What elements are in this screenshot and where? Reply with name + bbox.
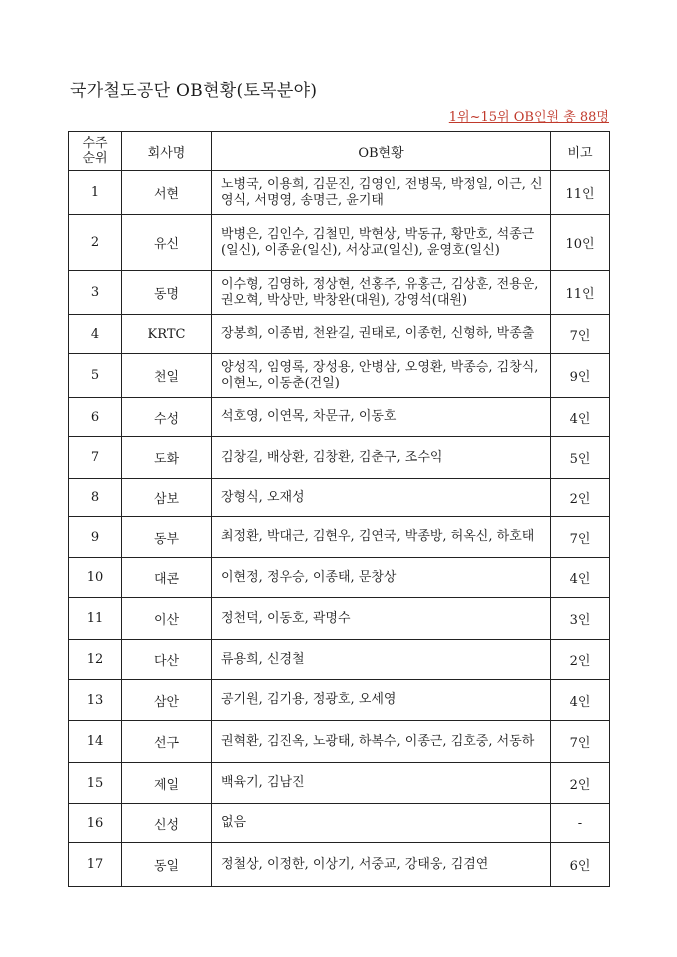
ob-names-cell: 이현정, 정우승, 이종태, 문창상	[212, 558, 551, 598]
table-row	[69, 598, 610, 640]
company-cell: 삼안	[122, 680, 212, 721]
table-row	[69, 437, 610, 479]
note-cell: 10인	[551, 215, 610, 271]
rank-cell: 9	[69, 517, 122, 558]
note-cell: 4인	[551, 558, 610, 598]
rank-cell: 10	[69, 558, 122, 598]
ob-names-cell: 정천덕, 이동호, 곽명수	[212, 598, 551, 640]
table-row	[69, 640, 610, 680]
ob-names-cell: 이수형, 김영하, 정상현, 선홍주, 유홍근, 김상훈, 전용운, 권오혁, 박상만, 박창완(대원), 강영석(대원)	[212, 271, 551, 315]
note-header: 비고	[551, 132, 610, 171]
ob-names-cell: 장봉희, 이종범, 천완길, 권태로, 이종헌, 신형하, 박종출	[212, 315, 551, 354]
rank-cell: 4	[69, 315, 122, 354]
table-row	[69, 354, 610, 398]
rank-cell: 5	[69, 354, 122, 398]
table-row	[69, 479, 610, 517]
ob-names-cell: 석호영, 이연목, 차문규, 이동호	[212, 398, 551, 437]
table-row	[69, 804, 610, 843]
note-cell: 7인	[551, 721, 610, 763]
company-cell: 선구	[122, 721, 212, 763]
ob-names-cell: 양성직, 임영록, 장성용, 안병삼, 오영환, 박종승, 김창식, 이현노, 이동춘(건일)	[212, 354, 551, 398]
table-row	[69, 315, 610, 354]
ob-names-cell: 장형식, 오재성	[212, 479, 551, 517]
ob-names-cell: 공기원, 김기용, 정광호, 오세영	[212, 680, 551, 721]
table-row	[69, 171, 610, 215]
company-cell: 삼보	[122, 479, 212, 517]
company-cell: 천일	[122, 354, 212, 398]
company-cell: 다산	[122, 640, 212, 680]
ob-header: OB현황	[212, 132, 551, 171]
ob-names-cell: 백육기, 김남진	[212, 763, 551, 804]
company-cell: 제일	[122, 763, 212, 804]
rank-cell: 6	[69, 398, 122, 437]
rank-cell: 8	[69, 479, 122, 517]
ob-names-cell: 최정환, 박대근, 김현우, 김연국, 박종방, 허옥신, 하호태	[212, 517, 551, 558]
ob-names-cell: 없음	[212, 804, 551, 843]
rank-header	[69, 132, 122, 171]
table-row	[69, 398, 610, 437]
ob-names-cell: 박병은, 김인수, 김철민, 박현상, 박동규, 황만호, 석종근(일신), 이종윤(일신), 서상교(일신), 윤영호(일신)	[212, 215, 551, 271]
table-row	[69, 558, 610, 598]
company-cell: 도화	[122, 437, 212, 479]
note-cell: 11인	[551, 171, 610, 215]
note-cell: 2인	[551, 640, 610, 680]
company-cell: 동명	[122, 271, 212, 315]
ob-names-cell: 노병국, 이용희, 김문진, 김영인, 전병묵, 박정일, 이근, 신영식, 서명영, 송명근, 윤기태	[212, 171, 551, 215]
rank-cell: 3	[69, 271, 122, 315]
ob-summary: 1위~15위 OB인원 총 88명	[448, 110, 609, 125]
page-title: 국가철도공단 OB현황(토목분야)	[70, 81, 318, 101]
note-cell: 6인	[551, 843, 610, 887]
company-cell: 수성	[122, 398, 212, 437]
note-cell: 4인	[551, 680, 610, 721]
rank-cell: 17	[69, 843, 122, 887]
rank-cell: 15	[69, 763, 122, 804]
note-cell: 5인	[551, 437, 610, 479]
note-cell: 3인	[551, 598, 610, 640]
ob-status-table	[68, 131, 610, 887]
note-cell: 2인	[551, 479, 610, 517]
ob-names-cell: 김창길, 배상환, 김창환, 김춘구, 조수익	[212, 437, 551, 479]
ob-names-cell: 정철상, 이정한, 이상기, 서중교, 강태웅, 김겸연	[212, 843, 551, 887]
rank-header-line1: 수주	[82, 136, 108, 151]
table-row	[69, 763, 610, 804]
table-row	[69, 517, 610, 558]
note-cell: -	[551, 804, 610, 843]
company-cell: 이산	[122, 598, 212, 640]
rank-cell: 1	[69, 171, 122, 215]
company-cell: 서현	[122, 171, 212, 215]
rank-cell: 12	[69, 640, 122, 680]
note-cell: 2인	[551, 763, 610, 804]
company-cell: 대콘	[122, 558, 212, 598]
table-row	[69, 215, 610, 271]
company-cell: KRTC	[122, 315, 212, 354]
table-row	[69, 843, 610, 887]
rank-cell: 14	[69, 721, 122, 763]
table-row	[69, 271, 610, 315]
company-header: 회사명	[122, 132, 212, 171]
company-cell: 유신	[122, 215, 212, 271]
ob-names-cell: 권혁환, 김진옥, 노광태, 하복수, 이종근, 김호중, 서동하	[212, 721, 551, 763]
note-cell: 7인	[551, 315, 610, 354]
note-cell: 7인	[551, 517, 610, 558]
company-cell: 동일	[122, 843, 212, 887]
rank-header-line2: 순위	[82, 151, 108, 166]
rank-cell: 11	[69, 598, 122, 640]
note-cell: 11인	[551, 271, 610, 315]
note-cell: 4인	[551, 398, 610, 437]
company-cell: 신성	[122, 804, 212, 843]
rank-cell: 2	[69, 215, 122, 271]
rank-cell: 7	[69, 437, 122, 479]
rank-cell: 13	[69, 680, 122, 721]
note-cell: 9인	[551, 354, 610, 398]
table-row	[69, 680, 610, 721]
table-row	[69, 721, 610, 763]
table-header-row	[69, 132, 610, 171]
ob-names-cell: 류용희, 신경철	[212, 640, 551, 680]
company-cell: 동부	[122, 517, 212, 558]
rank-cell: 16	[69, 804, 122, 843]
